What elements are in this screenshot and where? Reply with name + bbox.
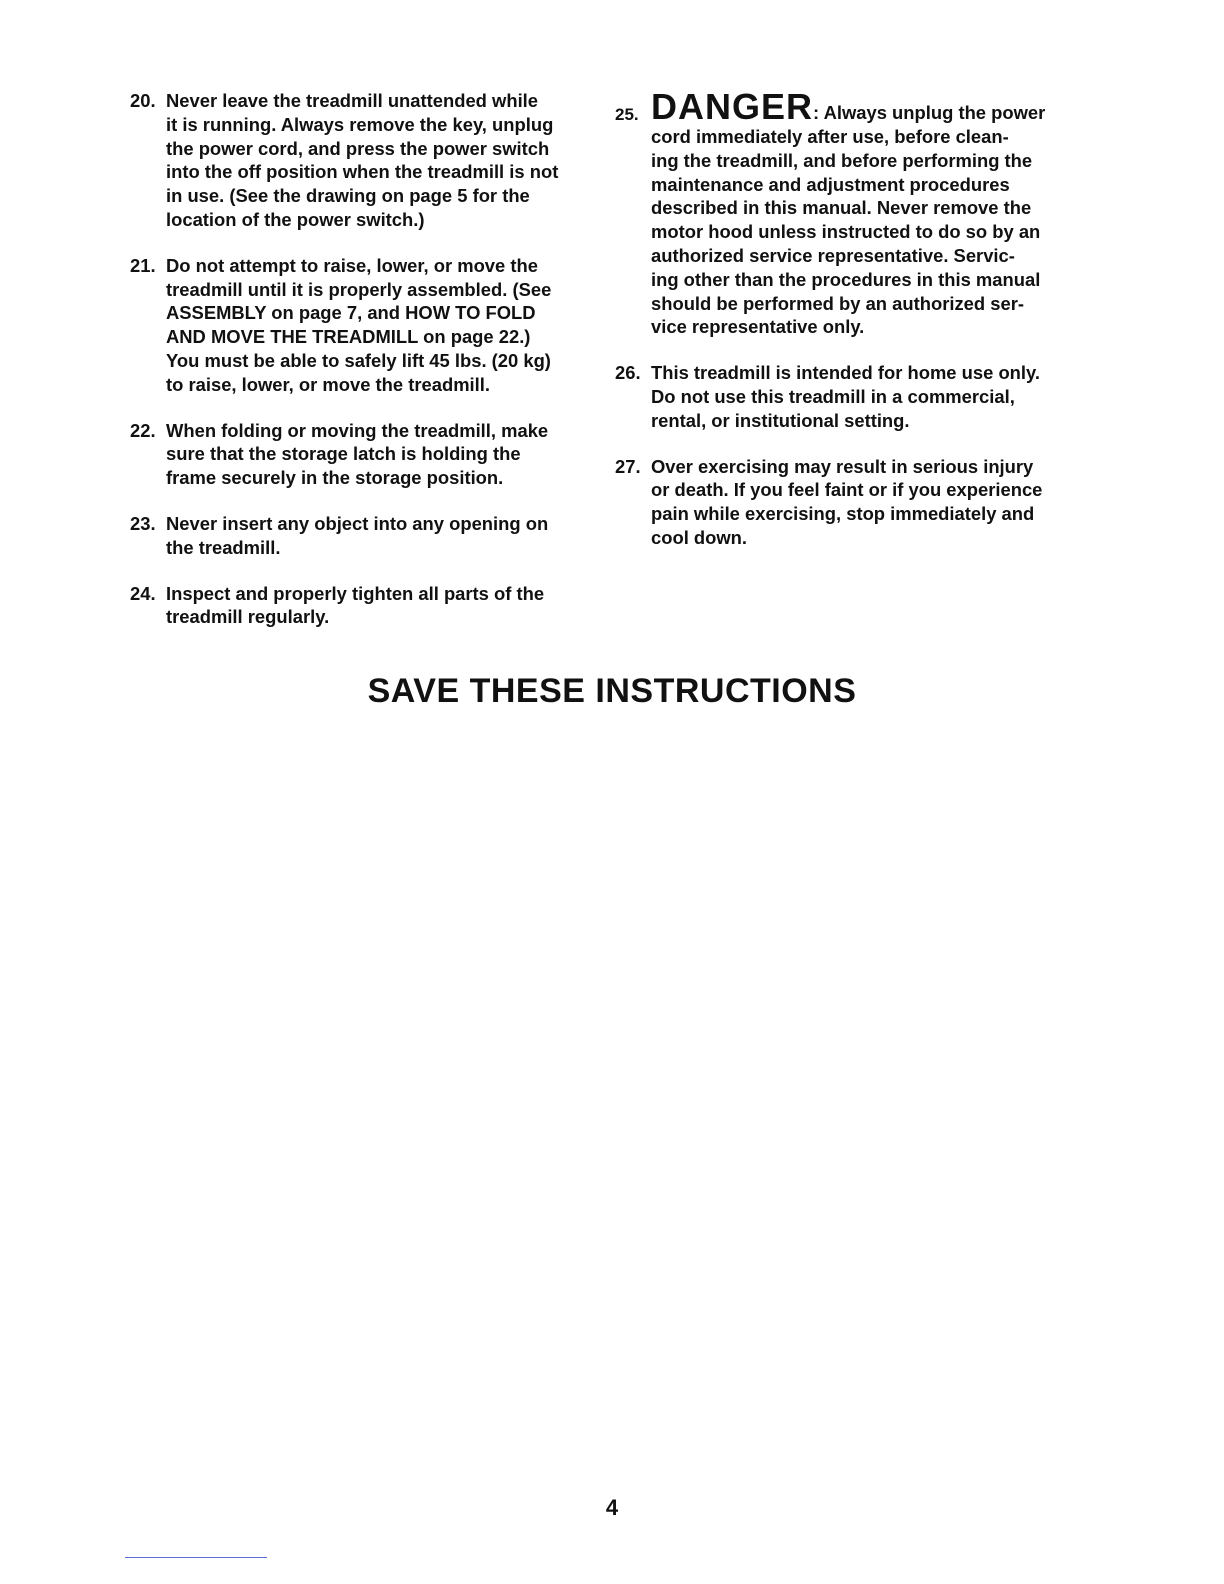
- item-line: to raise, lower, or move the treadmill.: [166, 373, 490, 395]
- danger-first-line-text: : Always unplug the power: [813, 102, 1046, 123]
- item-number: 24.: [130, 582, 156, 604]
- save-instructions-heading: SAVE THESE INSTRUCTIONS: [367, 672, 857, 710]
- item-line: in use. (See the drawing on page 5 for the: [166, 185, 530, 207]
- item-line: the power cord, and press the power switch: [166, 137, 550, 159]
- item-line: vice representative only.: [651, 316, 865, 338]
- item-line: maintenance and adjustment procedures: [651, 173, 1010, 195]
- danger-heading: DANGER: [651, 86, 814, 127]
- item-line: When folding or moving the treadmill, make: [166, 419, 549, 441]
- item-line: You must be able to safely lift 45 lbs. (20 kg): [166, 349, 551, 371]
- item-line: This treadmill is intended for home use only.: [651, 362, 1040, 384]
- instruction-item-26: [615, 361, 1080, 432]
- bottom-rule: [125, 1557, 267, 1558]
- item-line: frame securely in the storage position.: [166, 467, 504, 489]
- item-number: 26.: [615, 362, 641, 384]
- item-line: Do not use this treadmill in a commercial,: [651, 385, 1015, 407]
- item-number: 22.: [130, 419, 156, 441]
- item-line: cord immediately after use, before clean-: [651, 126, 1009, 147]
- item-number: 23.: [130, 512, 156, 534]
- instruction-item-22: [130, 419, 570, 490]
- item-number: 25.: [615, 105, 639, 124]
- item-line: treadmill regularly.: [166, 606, 330, 628]
- item-number: 20.: [130, 90, 156, 111]
- item-line: ing other than the procedures in this manual: [651, 268, 1041, 290]
- item-line: treadmill until it is properly assembled. (See: [166, 278, 552, 300]
- left-column: [130, 89, 570, 651]
- item-line: described in this manual. Never remove the: [651, 197, 1032, 219]
- instruction-item-21: [130, 254, 570, 397]
- item-line: rental, or institutional setting.: [651, 409, 910, 431]
- right-column: [615, 86, 1080, 572]
- instruction-item-23: [130, 512, 570, 560]
- item-line: or death. If you feel faint or if you experience: [651, 479, 1043, 501]
- item-line: Over exercising may result in serious injury: [651, 455, 1034, 477]
- page-number: 4: [605, 1495, 619, 1520]
- item-line: authorized service representative. Servic-: [651, 244, 1015, 266]
- item-line: ing the treadmill, and before performing the: [651, 149, 1033, 171]
- instruction-item-27: [615, 455, 1080, 550]
- item-line: should be performed by an authorized ser-: [651, 292, 1024, 314]
- item-line: motor hood unless instructed to do so by an: [651, 221, 1041, 243]
- item-line: Inspect and properly tighten all parts of the: [166, 582, 545, 604]
- item-line: the treadmill.: [166, 536, 281, 558]
- instruction-item-24: [130, 582, 570, 630]
- item-line: Do not attempt to raise, lower, or move the: [166, 254, 538, 276]
- item-line: cool down.: [651, 526, 748, 548]
- item-line: location of the power switch.): [166, 208, 425, 230]
- item-line: pain while exercising, stop immediately and: [651, 503, 1035, 525]
- item-number: 21.: [130, 254, 156, 276]
- item-line: Never leave the treadmill unattended while: [166, 90, 539, 111]
- item-line: sure that the storage latch is holding the: [166, 443, 521, 465]
- item-line: it is running. Always remove the key, unplug: [166, 113, 554, 135]
- instruction-item-25-danger: [615, 86, 1080, 339]
- item-line: ASSEMBLY on page 7, and HOW TO FOLD: [166, 302, 536, 324]
- instruction-item-20: [130, 89, 570, 232]
- item-number: 27.: [615, 455, 641, 477]
- item-line: into the off position when the treadmill is not: [166, 161, 559, 183]
- item-line: Never insert any object into any opening on: [166, 512, 549, 534]
- item-line: AND MOVE THE TREADMILL on page 22.): [166, 326, 531, 348]
